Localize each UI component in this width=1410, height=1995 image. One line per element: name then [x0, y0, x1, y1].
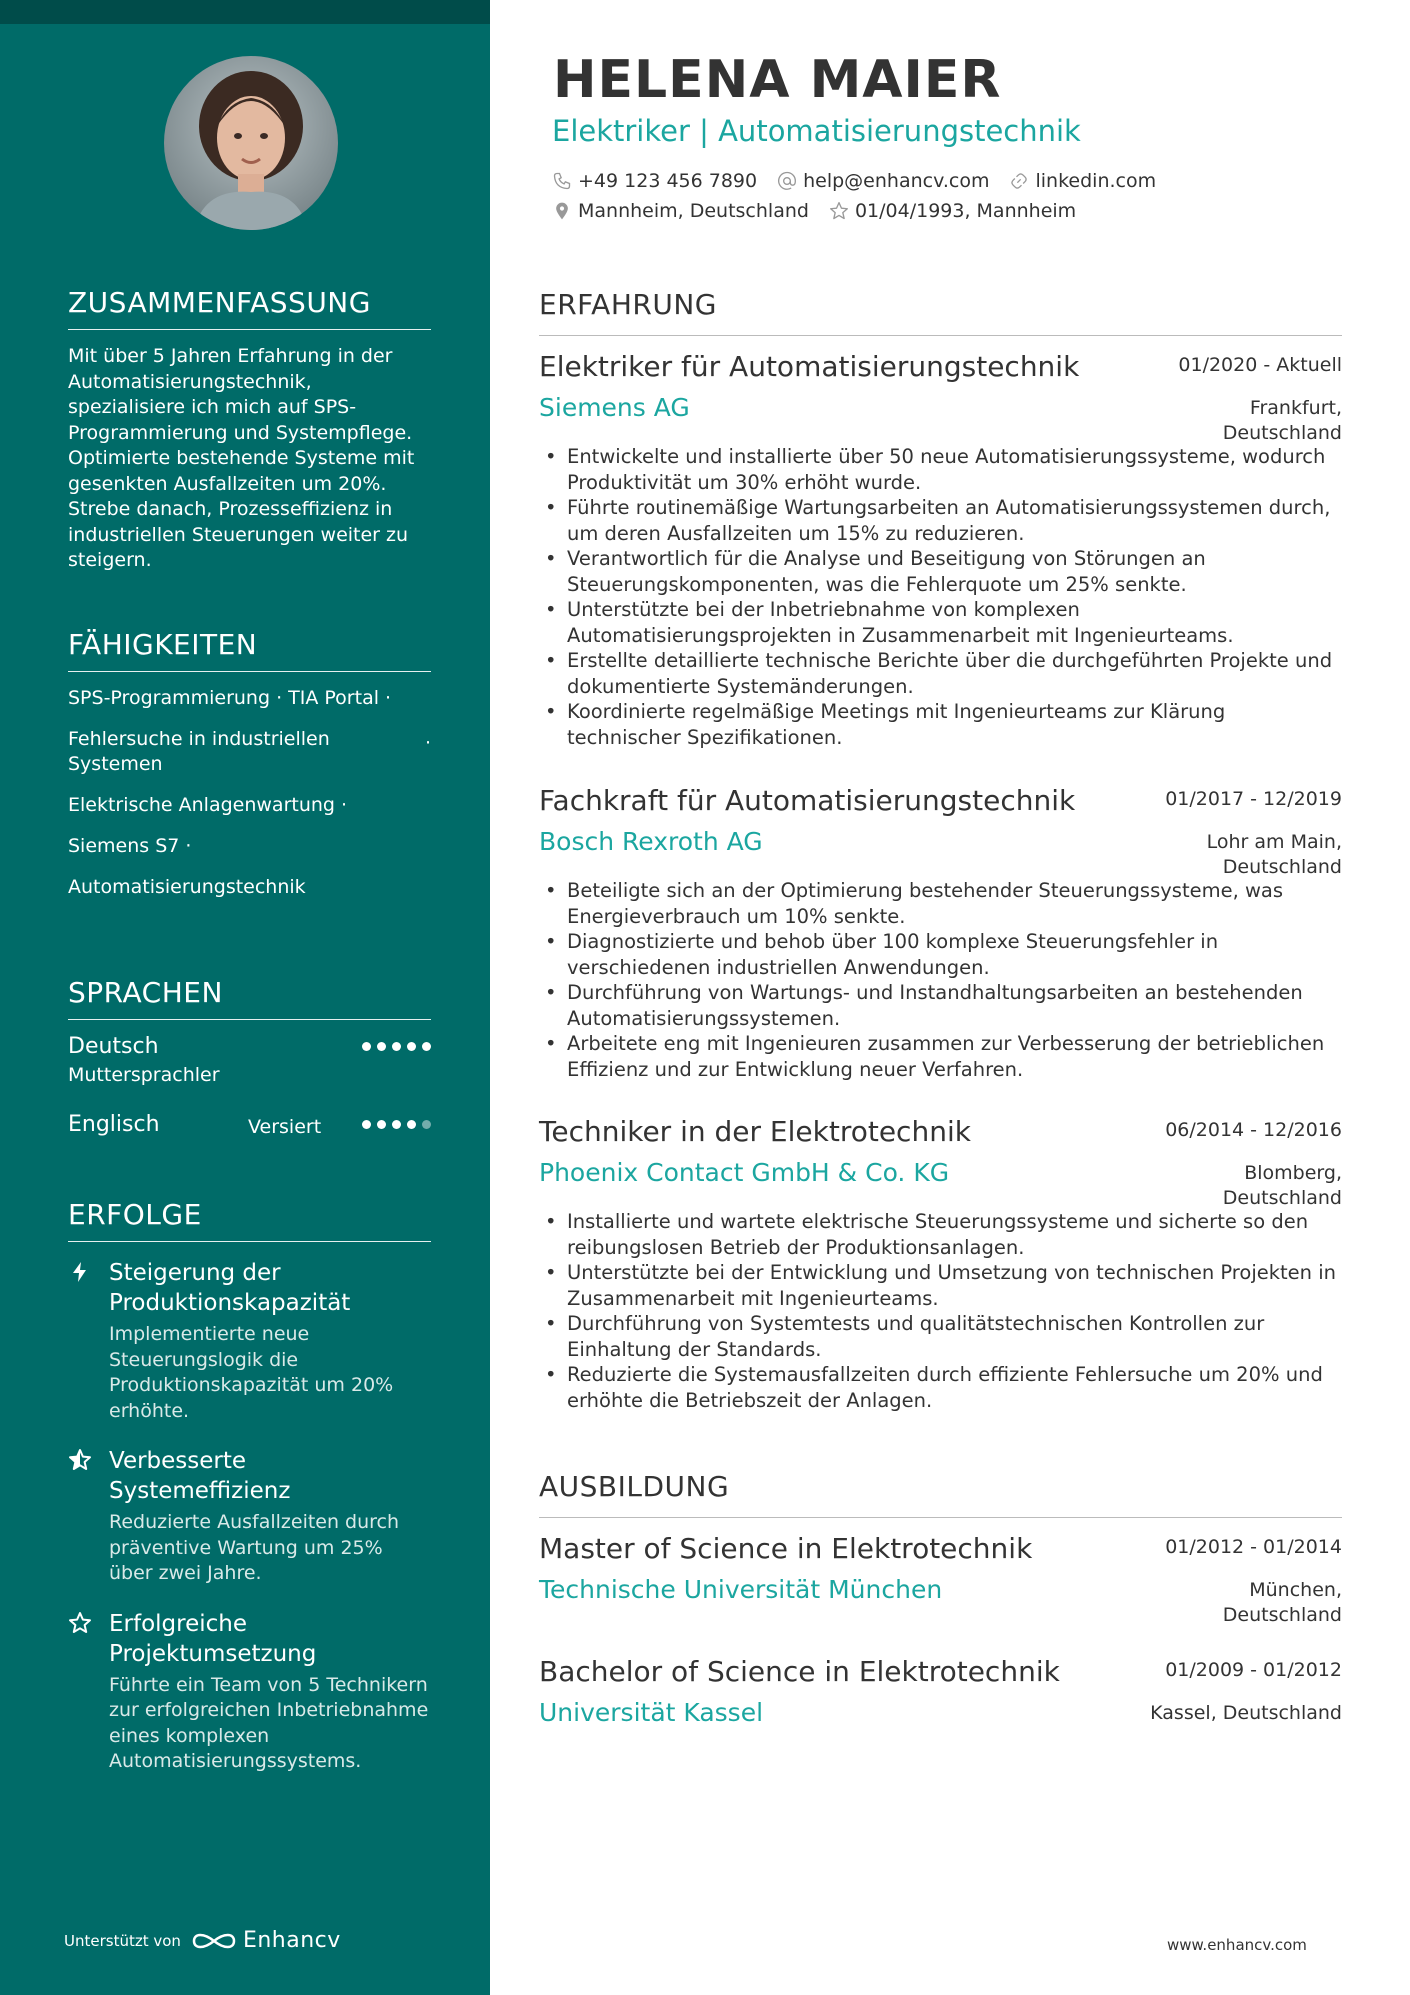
- job-date: 01/2017 - 12/2019: [1165, 788, 1342, 810]
- job-bullets: [539, 1209, 1342, 1413]
- job-bullet: • Diagnostizierte und behob über 100 komplexe Steuerungsfehler in verschiedenen industriellen Anwendungen.: [539, 929, 1342, 980]
- sidebar: [0, 0, 490, 1995]
- lightning-icon: [68, 1260, 92, 1284]
- location-icon: [552, 201, 572, 221]
- skill-separator: ·: [424, 732, 431, 754]
- enhancv-logo[interactable]: [191, 1928, 341, 1953]
- job-entry: [539, 1115, 1342, 1413]
- link-icon: [1009, 171, 1029, 191]
- job-bullet: • Arbeitete eng mit Ingenieuren zusammen zur Verbesserung der betrieblichen Effizienz und zur Entwicklung neuer Verfahren.: [539, 1031, 1342, 1082]
- language-name: Deutsch: [68, 1034, 159, 1059]
- language-name: Englisch: [68, 1112, 160, 1137]
- job-bullet: • Unterstützte bei der Inbetriebnahme von komplexen Automatisierungsprojekten in Zusammenarbeit mit Ingenieurteams.: [539, 597, 1342, 648]
- skill-item: SPS-Programmierung · TIA Portal ·: [68, 687, 392, 709]
- job-company: Bosch Rexroth AG: [539, 827, 763, 856]
- contact-row: [552, 170, 1156, 192]
- achievement-item: [68, 1446, 431, 1587]
- achievement-desc: Führte ein Team von 5 Technikern zur erfolgreichen Inbetriebnahme eines komplexen Automatisierungssystems.: [109, 1673, 429, 1772]
- job-entry: [539, 784, 1342, 1082]
- languages-section: [68, 976, 431, 1178]
- language-row: [68, 1034, 431, 1112]
- skills-section: [68, 628, 431, 916]
- candidate-name: HELENA MAIER: [553, 50, 1002, 110]
- powered-by: [64, 1928, 341, 1953]
- language-level: Versiert: [248, 1116, 322, 1138]
- job-bullet: • Entwickelte und installierte über 50 neue Automatisierungssysteme, wodurch Produktivität um 30% erhöht wurde.: [539, 444, 1342, 495]
- job-bullet: • Beteiligte sich an der Optimierung bestehender Steuerungssysteme, was Energieverbrauch um 10% senkte.: [539, 878, 1342, 929]
- summary-title: ZUSAMMENFASSUNG: [68, 286, 431, 330]
- achievements-title: ERFOLGE: [68, 1198, 431, 1242]
- summary-text: Mit über 5 Jahren Erfahrung in der Automatisierungstechnik, spezialisiere ich mich auf SPS-Programmierung und Systempflege. Optimierte bestehende Systeme mit gesenkten Ausfallzeiten um 20%. Strebe danach, Prozesseffizienz in industriellen Steuerungen weiter zu steigern.: [68, 345, 415, 571]
- language-row: [68, 1112, 431, 1178]
- job-bullet: • Verantwortlich für die Analyse und Beseitigung von Störungen an Steuerungskomponenten, was die Fehlerquote um 25% senkte.: [539, 546, 1342, 597]
- candidate-headline: Elektriker | Automatisierungstechnik: [552, 114, 1081, 148]
- job-company: Phoenix Contact GmbH & Co. KG: [539, 1158, 950, 1187]
- job-location: Lohr am Main, Deutschland: [1206, 831, 1342, 878]
- language-rating: [362, 1120, 431, 1129]
- language-level: Muttersprachler: [68, 1064, 220, 1086]
- job-company: Siemens AG: [539, 393, 690, 422]
- job-title: Techniker in der Elektrotechnik: [539, 1115, 971, 1148]
- skill-item: [68, 727, 431, 777]
- star-outline-icon: [829, 201, 849, 221]
- rating-dot: [407, 1042, 416, 1051]
- school-name: Technische Universität München: [539, 1575, 943, 1604]
- achievement-title: Erfolgreiche Projektumsetzung: [109, 1610, 317, 1667]
- job-title: Elektriker für Automatisierungstechnik: [539, 350, 1080, 383]
- job-bullet: • Unterstützte bei der Entwicklung und Umsetzung von technischen Projekten in Zusammenarbeit mit Ingenieurteams.: [539, 1260, 1342, 1311]
- education-location: München, Deutschland: [1222, 1579, 1342, 1626]
- languages-title: SPRACHEN: [68, 976, 431, 1020]
- achievement-title: Steigerung der Produktionskapazität: [109, 1260, 351, 1316]
- degree-title: Bachelor of Science in Elektrotechnik: [539, 1655, 1060, 1688]
- footer-url[interactable]: www.enhancv.com: [1167, 1936, 1307, 1954]
- sidebar-top-bar: [0, 0, 490, 24]
- job-title: Fachkraft für Automatisierungstechnik: [539, 784, 1076, 817]
- job-bullets: [539, 878, 1342, 1082]
- enhancv-brand: Enhancv: [242, 1928, 341, 1953]
- website-text[interactable]: linkedin.com: [1035, 170, 1157, 192]
- star-half-icon: [68, 1448, 92, 1472]
- education-title: AUSBILDUNG: [539, 1470, 1342, 1518]
- education-location: Kassel, Deutschland: [1150, 1702, 1342, 1724]
- education-entry: [539, 1532, 1342, 1626]
- job-bullet: • Durchführung von Wartungs- und Instandhaltungsarbeiten an bestehenden Automatisierungssystemen.: [539, 980, 1342, 1031]
- rating-dot: [392, 1042, 401, 1051]
- email-icon: [777, 171, 797, 191]
- job-bullet: • Installierte und wartete elektrische Steuerungssysteme und sicherte so den reibungslosen Betrieb der Produktionsanlagen.: [539, 1209, 1342, 1260]
- achievement-item: [68, 1258, 431, 1424]
- rating-dot: [362, 1120, 371, 1129]
- education-entry: [539, 1655, 1342, 1727]
- job-bullet: • Durchführung von Systemtests und qualitätstechnischen Kontrollen zur Einhaltung der Standards.: [539, 1311, 1342, 1362]
- enhancv-logo-icon: [191, 1930, 237, 1952]
- achievement-desc: Reduzierte Ausfallzeiten durch präventive Wartung um 25% über zwei Jahre.: [109, 1511, 400, 1584]
- achievements-section: [68, 1198, 431, 1797]
- rating-dot: [377, 1042, 386, 1051]
- job-bullets: [539, 444, 1342, 750]
- job-bullet: • Erstellte detaillierte technische Berichte über die durchgeführten Projekte und dokumentierte Systemänderungen.: [539, 648, 1342, 699]
- job-date: 01/2020 - Aktuell: [1178, 354, 1342, 376]
- achievement-item: [68, 1609, 431, 1775]
- education-date: 01/2012 - 01/2014: [1165, 1536, 1342, 1558]
- job-date: 06/2014 - 12/2016: [1165, 1119, 1342, 1141]
- rating-dot: [392, 1120, 401, 1129]
- phone-icon: [552, 171, 572, 191]
- job-location: Blomberg, Deutschland: [1222, 1162, 1342, 1209]
- skill-label: Fehlersuche in industriellen Systemen: [68, 728, 330, 775]
- job-bullet: • Reduzierte die Systemausfallzeiten durch effiziente Fehlersuche um 20% und erhöhte die Betriebszeit der Anlagen.: [539, 1362, 1342, 1413]
- degree-title: Master of Science in Elektrotechnik: [539, 1532, 1033, 1565]
- skill-item: Siemens S7 ·: [68, 835, 192, 857]
- star-icon: [68, 1611, 92, 1635]
- job-entry: [539, 350, 1342, 750]
- contact-row-2: [552, 200, 1076, 222]
- location-text: Mannheim, Deutschland: [578, 200, 809, 222]
- rating-dot: [362, 1042, 371, 1051]
- achievement-title: Verbesserte Systemeffizienz: [109, 1448, 291, 1504]
- rating-dot: [422, 1042, 431, 1051]
- email-text[interactable]: help@enhancv.com: [803, 170, 990, 192]
- rating-dot: [422, 1120, 431, 1129]
- powered-by-label: Unterstützt von: [64, 1931, 181, 1950]
- profile-photo: [164, 56, 338, 230]
- rating-dot: [377, 1120, 386, 1129]
- skill-item: Elektrische Anlagenwartung ·: [68, 794, 348, 816]
- experience-title: ERFAHRUNG: [539, 288, 1342, 336]
- language-rating: [362, 1042, 431, 1051]
- rating-dot: [407, 1120, 416, 1129]
- phone-text[interactable]: +49 123 456 7890: [578, 170, 758, 192]
- education-date: 01/2009 - 01/2012: [1165, 1659, 1342, 1681]
- skills-title: FÄHIGKEITEN: [68, 628, 431, 672]
- job-location: Frankfurt, Deutschland: [1222, 397, 1342, 444]
- birth-text: 01/04/1993, Mannheim: [854, 200, 1077, 222]
- summary-section: [68, 286, 431, 574]
- skill-item: Automatisierungstechnik: [68, 876, 306, 898]
- school-name: Universität Kassel: [539, 1698, 764, 1727]
- job-bullet: • Koordinierte regelmäßige Meetings mit Ingenieurteams zur Klärung technischer Spezifikationen.: [539, 699, 1342, 750]
- job-bullet: • Führte routinemäßige Wartungsarbeiten an Automatisierungssystemen durch, um deren Ausfallzeiten um 15% zu reduzieren.: [539, 495, 1342, 546]
- achievement-desc: Implementierte neue Steuerungslogik die Produktionskapazität um 20% erhöhte.: [109, 1323, 394, 1422]
